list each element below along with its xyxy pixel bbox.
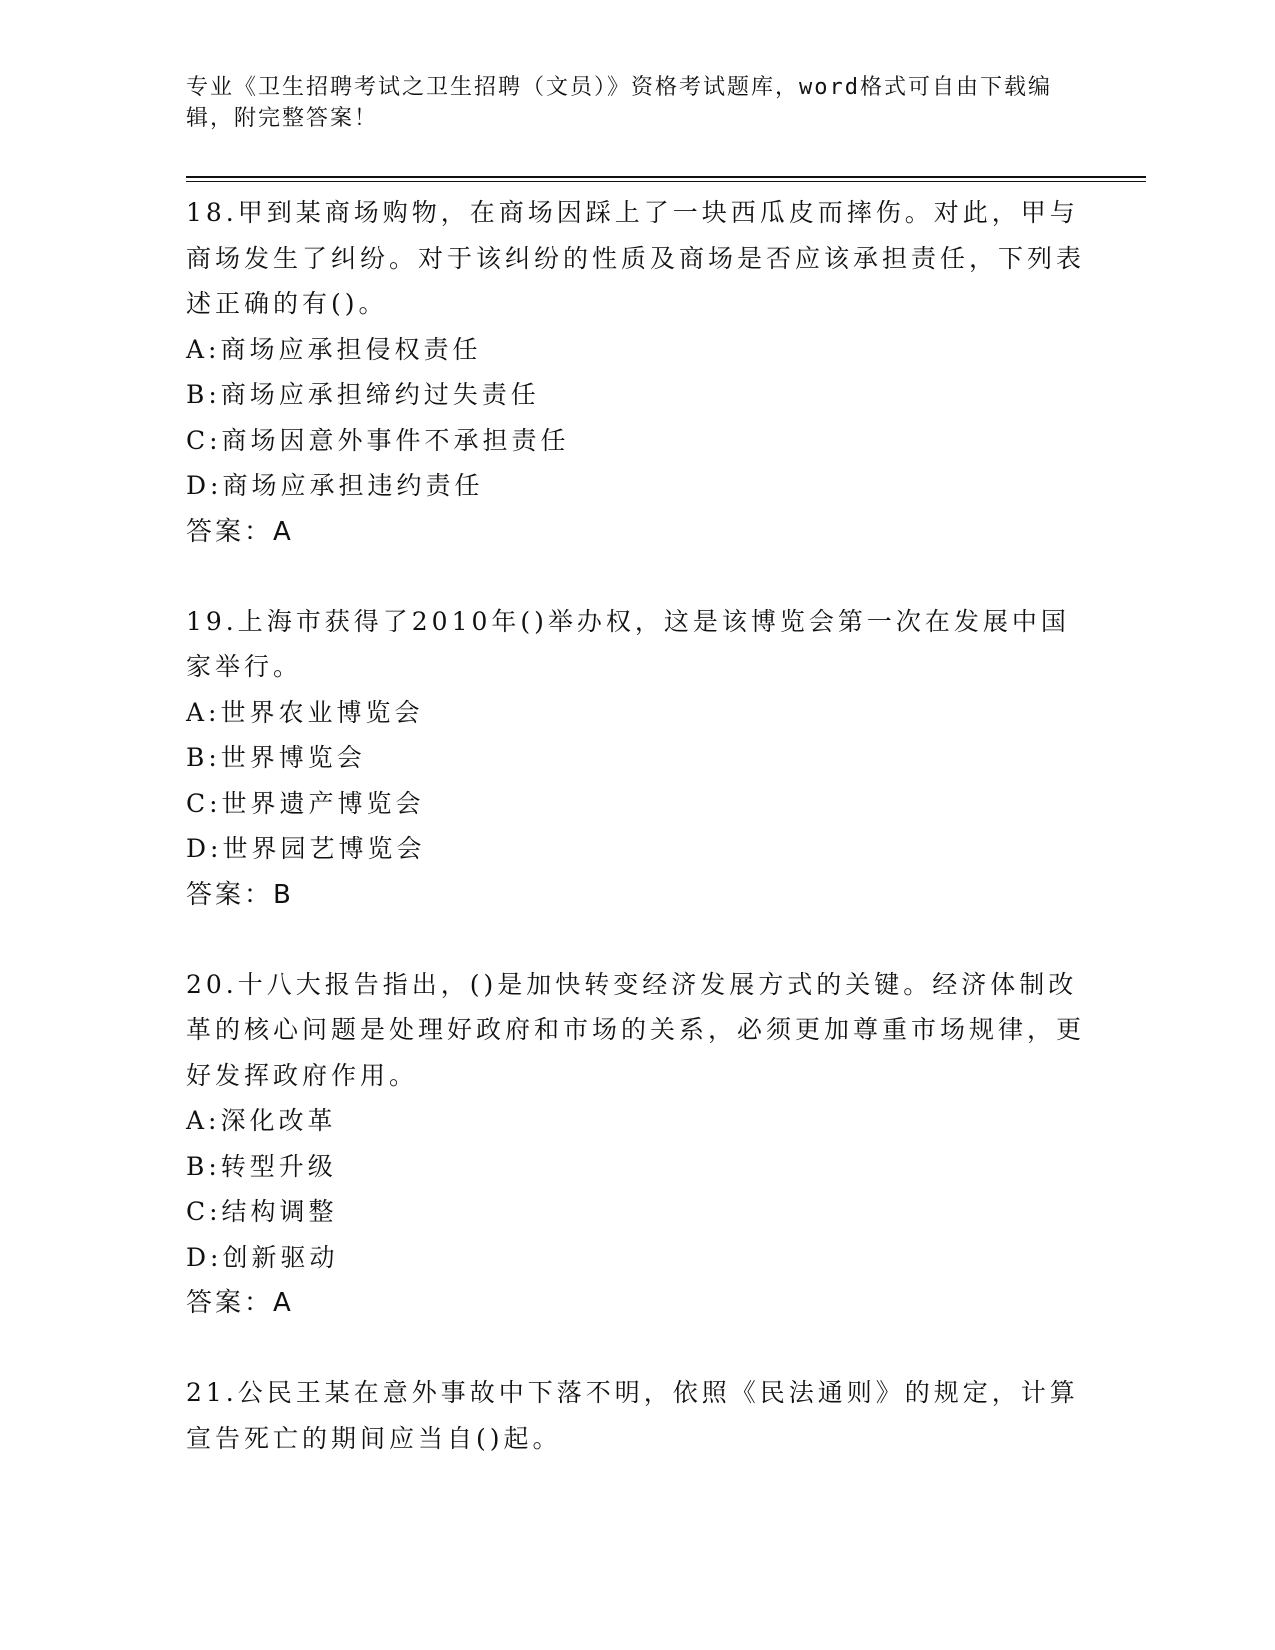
question-18 bbox=[186, 190, 1086, 555]
question-list bbox=[186, 190, 1086, 1505]
question-19 bbox=[186, 599, 1086, 918]
question-21 bbox=[186, 1370, 1086, 1461]
option-c: C:结构调整 bbox=[186, 1197, 338, 1226]
option-a: A:世界农业博览会 bbox=[186, 697, 424, 727]
option-d: D:商场应承担违约责任 bbox=[186, 471, 484, 500]
option-b: B:转型升级 bbox=[186, 1151, 337, 1181]
option-d: D:创新驱动 bbox=[186, 1242, 339, 1272]
option-a: A:商场应承担侵权责任 bbox=[186, 334, 482, 364]
question-20 bbox=[186, 962, 1086, 1327]
option-d: D:世界园艺博览会 bbox=[186, 834, 426, 863]
header-divider-thin bbox=[186, 181, 1146, 182]
document-header: 专业《卫生招聘考试之卫生招聘（文员）》资格考试题库，word格式可自由下载编辑，附完整答案！ bbox=[186, 75, 1052, 131]
answer-label: 答案：A bbox=[186, 516, 294, 547]
question-stem: 21.公民王某在意外事故中下落不明，依照《民法通则》的规定，计算宣告死亡的期间应当自()起。 bbox=[186, 1378, 1079, 1453]
answer-label: 答案：B bbox=[186, 879, 294, 910]
answer-label: 答案：A bbox=[186, 1288, 294, 1318]
question-stem: 18.甲到某商场购物，在商场因踩上了一块西瓜皮而摔伤。对此，甲与商场发生了纠纷。对于该纠纷的性质及商场是否应该承担责任，下列表述正确的有()。 bbox=[186, 198, 1086, 318]
option-c: C:商场因意外事件不承担责任 bbox=[186, 425, 570, 455]
option-b: B:商场应承担缔约过失责任 bbox=[186, 380, 540, 409]
option-b: B:世界博览会 bbox=[186, 743, 366, 772]
question-stem: 20.十八大报告指出，()是加快转变经济发展方式的关键。经济体制改革的核心问题是处理好政府和市场的关系，必须更加尊重市场规律，更好发挥政府作用。 bbox=[186, 969, 1086, 1090]
header-divider-thick bbox=[186, 176, 1146, 178]
question-stem: 19.上海市获得了2010年()举办权，这是该博览会第一次在发展中国家举行。 bbox=[186, 606, 1070, 681]
option-a: A:深化改革 bbox=[186, 1106, 337, 1135]
option-c: C:世界遗产博览会 bbox=[186, 788, 425, 818]
